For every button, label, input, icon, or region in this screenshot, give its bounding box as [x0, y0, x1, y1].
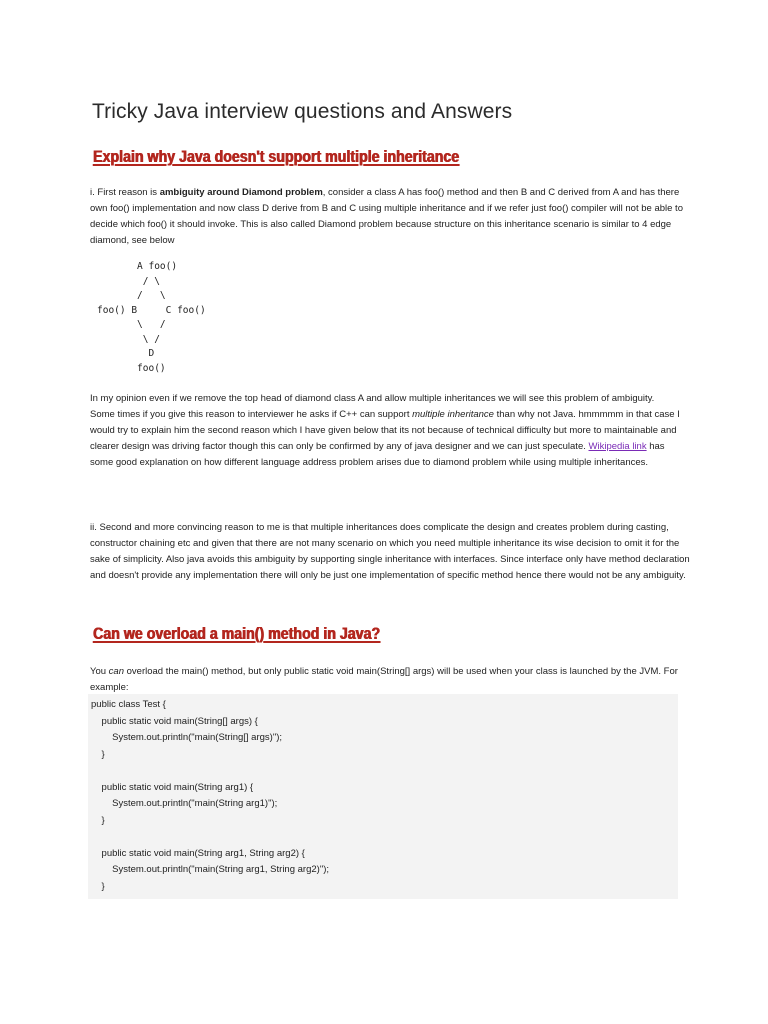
section-heading-multiple-inheritance: Explain why Java doesn't support multiple inheritance — [93, 148, 460, 166]
paragraph-second-reason: ii. Second and more convincing reason to me is that multiple inheritances does complicate the design and creates problem during casting, constructor chaining etc and given that there are not many scenario on which you need multiple inheritance its wise decision to omit it for the sake of simplicity. Also java avoids this ambiguity by supporting single inheritance with interfaces. Since interface only have method declaration and doesn't provide any implementation there will only be just one implementation of specific method hence there would not be any ambiguity. — [90, 522, 690, 581]
paragraph-opinion — [90, 391, 690, 471]
paragraph-text: than why not Java. hmmmmm in that case I would try to explain him the second reason which I have given below that its not because of technical difficulty but more to maintainable and clearer design was driving factor though this can only be confirmed by any of java designer and we can just speculate. — [90, 409, 680, 452]
code-block — [88, 694, 678, 899]
wikipedia-link[interactable]: Wikipedia link — [588, 441, 647, 452]
paragraph-text: You — [90, 666, 109, 677]
section-heading-overload-main: Can we overload a main() method in Java? — [93, 625, 381, 643]
italic-phrase: multiple inheritance — [412, 409, 494, 420]
code-listing: public class Test { public static void main(String[] args) { System.out.println("main(String[] args)"); } public static void main(String arg1) { System.out.println("main(String arg1)"); } public static void main(String arg1, String arg2) { System.out.println("main(String arg1, String arg2)"); } — [91, 699, 329, 892]
paragraph-text: , consider a class A has foo() method and then B and C derived from A and has there own foo() implementation and now class D derive from B and C using multiple inheritance and if we refer just foo() compiler will not be able to decide which foo() it should invoke. This is also called Diamond problem because structure on this inheritance scenario is similar to 4 edge diamond, see below — [90, 187, 683, 246]
diamond-diagram: A foo() / \ / \ foo() B C foo() \ / \ / D foo() — [97, 261, 206, 374]
paragraph-diamond-problem — [90, 185, 690, 249]
paragraph-text: has some good explanation on how different language address problem arises due to diamond problem while using multiple inheritances. — [90, 441, 665, 468]
paragraph-text: i. First reason is — [90, 187, 160, 198]
paragraph-text: Some times if you give this reason to interviewer he asks if C++ can support — [90, 409, 413, 420]
italic-phrase: can — [108, 666, 124, 677]
page-title: Tricky Java interview questions and Answers — [92, 100, 513, 123]
paragraph-text: In my opinion even if we remove the top head of diamond class A and allow multiple inheritances we will see this problem of ambiguity. — [90, 393, 655, 404]
paragraph-overload-main — [90, 664, 690, 696]
bold-phrase: ambiguity around Diamond problem — [159, 187, 323, 198]
paragraph-text: overload the main() method, but only public static void main(String[] args) will be used when your class is launched by the JVM. For example: — [90, 666, 678, 693]
